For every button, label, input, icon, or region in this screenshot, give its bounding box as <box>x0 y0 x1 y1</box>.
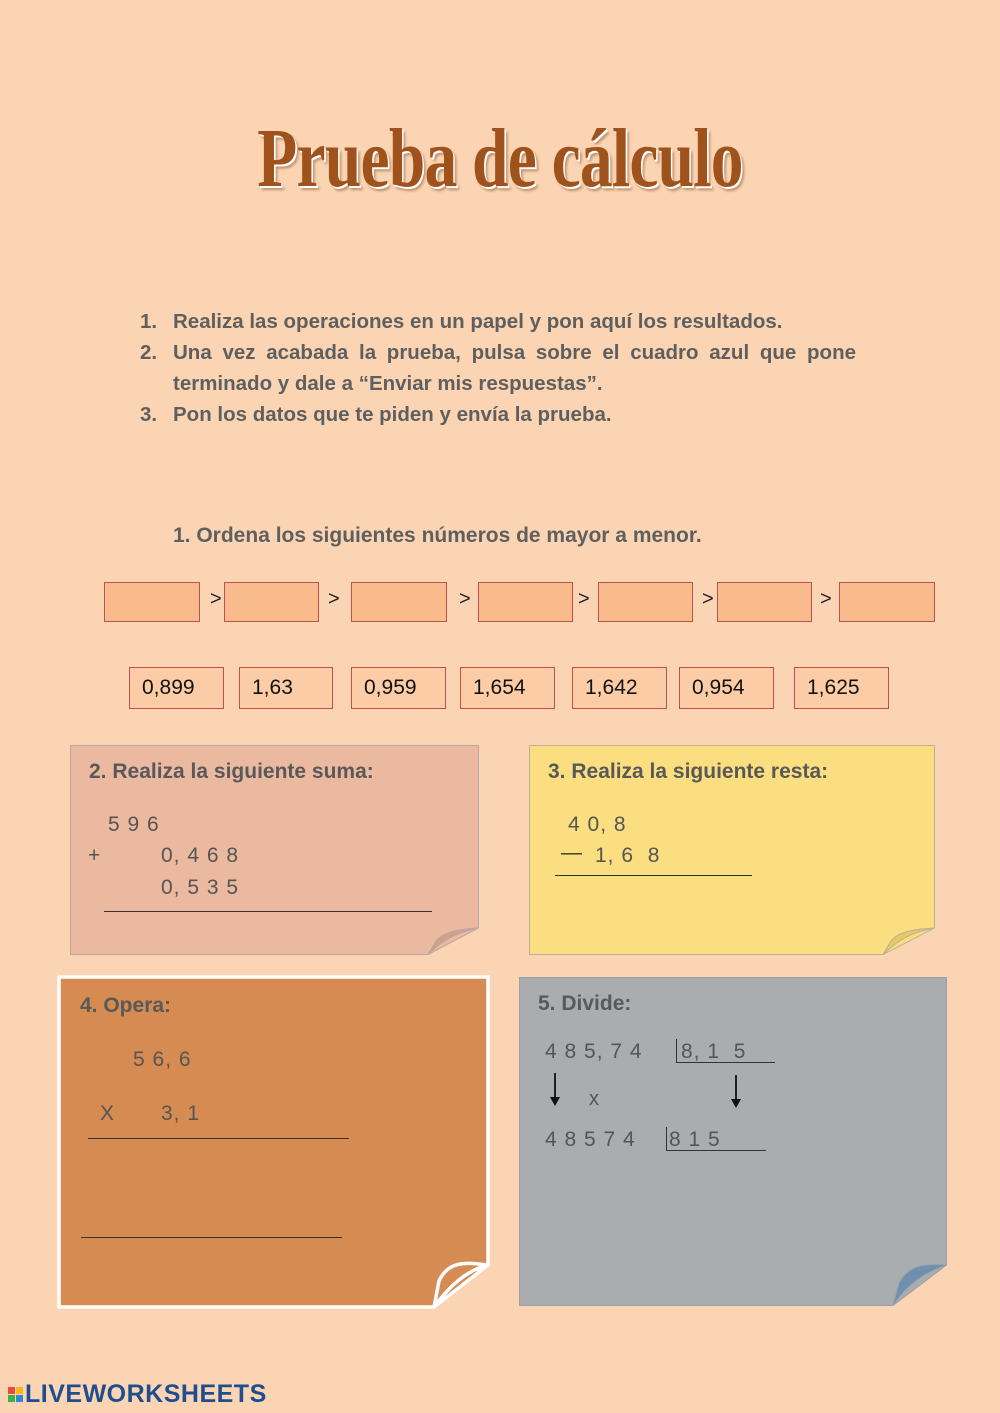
note-resta-title: 3. Realiza la siguiente resta: <box>548 760 829 783</box>
multiply-sign: x <box>589 1088 600 1110</box>
greater-than-sign: > <box>820 588 832 610</box>
note-divide <box>519 977 947 1306</box>
division-bracket-horizontal <box>676 1062 775 1063</box>
opera-row-1: 5 6, 6 <box>133 1048 192 1071</box>
note-suma-title: 2. Realiza la siguiente suma: <box>89 760 374 783</box>
answer-slot-5[interactable] <box>598 582 693 622</box>
subtraction-result-line <box>555 875 752 876</box>
plus-sign: + <box>88 844 102 867</box>
suma-row-2: 0, 4 6 8 <box>161 844 240 867</box>
greater-than-sign: > <box>702 588 714 610</box>
product-line-2 <box>81 1237 342 1238</box>
answer-slot-4[interactable] <box>478 582 573 622</box>
opera-row-2: 3, 1 <box>161 1102 201 1125</box>
note-suma <box>70 745 479 955</box>
minus-sign: — <box>561 841 583 864</box>
number-chip[interactable]: 0,959 <box>351 667 446 709</box>
answer-slot-7[interactable] <box>839 582 935 622</box>
note-opera-title: 4. Opera: <box>80 994 172 1017</box>
product-line-1 <box>88 1138 349 1139</box>
note-divide-title: 5. Divide: <box>538 992 632 1015</box>
resta-row-2: 1, 6 8 <box>595 844 661 867</box>
division-bracket-vertical <box>676 1039 677 1063</box>
number-chip[interactable]: 0,954 <box>679 667 774 709</box>
arrow-down-icon <box>729 1075 743 1109</box>
instruction-text: Una vez acabada la prueba, pulsa sobre el cuadro azul que pone terminado y dale a “Enviar mis respuestas”. <box>173 341 856 395</box>
divisor-1: 8, 1 5 <box>681 1040 747 1063</box>
answer-slot-3[interactable] <box>351 582 447 622</box>
footer-brand <box>8 1380 267 1409</box>
note-opera <box>57 975 490 1309</box>
division-bracket-horizontal <box>666 1150 766 1151</box>
instruction-item <box>140 399 856 430</box>
number-chip[interactable]: 1,625 <box>794 667 889 709</box>
footer-brand-text: LIVEWORKSHEETS <box>25 1380 267 1408</box>
instruction-text: Pon los datos que te piden y envía la prueba. <box>173 403 612 426</box>
number-chip[interactable]: 1,642 <box>572 667 667 709</box>
number-chip[interactable]: 1,654 <box>460 667 555 709</box>
note-background <box>57 975 490 1309</box>
division-bracket-vertical <box>666 1127 667 1151</box>
divisor-2: 8 1 5 <box>669 1128 721 1151</box>
instruction-item <box>140 306 856 337</box>
instruction-number: 3. <box>140 403 158 426</box>
instruction-number: 2. <box>140 341 158 364</box>
suma-row-3: 0, 5 3 5 <box>161 876 240 899</box>
number-chip[interactable]: 1,63 <box>239 667 333 709</box>
answer-slot-2[interactable] <box>224 582 319 622</box>
instructions-list <box>140 306 856 430</box>
greater-than-sign: > <box>578 588 590 610</box>
question-1-label: 1. Ordena los siguientes números de mayor a menor. <box>173 524 702 547</box>
dividend-1: 4 8 5, 7 4 <box>545 1040 643 1063</box>
page-title: Prueba de cálculo <box>257 112 743 205</box>
instruction-item <box>140 337 856 399</box>
liveworksheets-logo-icon <box>8 1387 23 1402</box>
suma-row-1: 5 9 6 <box>108 813 160 836</box>
greater-than-sign: > <box>210 588 222 610</box>
greater-than-sign: > <box>328 588 340 610</box>
instruction-text: Realiza las operaciones en un papel y pon aquí los resultados. <box>173 310 783 333</box>
multiply-sign: X <box>100 1102 116 1125</box>
greater-than-sign: > <box>459 588 471 610</box>
instruction-number: 1. <box>140 310 158 333</box>
answer-slot-6[interactable] <box>717 582 812 622</box>
resta-row-1: 4 0, 8 <box>568 813 627 836</box>
dividend-2: 4 8 5 7 4 <box>545 1128 636 1151</box>
answer-slot-1[interactable] <box>104 582 200 622</box>
arrow-down-icon <box>548 1073 562 1107</box>
note-resta <box>529 745 935 955</box>
sum-result-line <box>104 911 432 912</box>
number-chip[interactable]: 0,899 <box>129 667 224 709</box>
